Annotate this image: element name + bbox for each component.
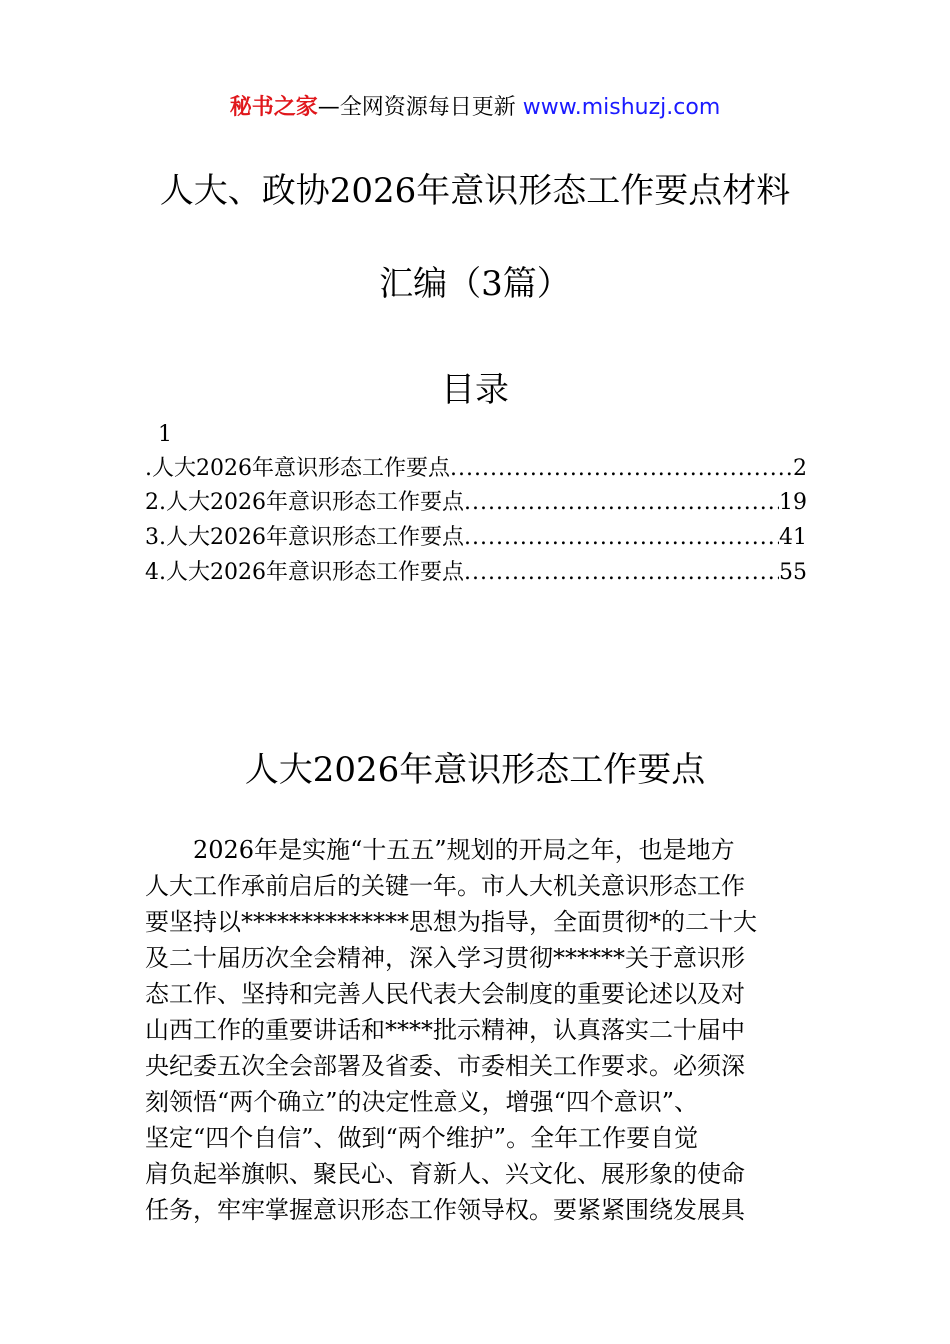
body-line: 2026年是实施“十五五”规划的开局之年，也是地方 xyxy=(193,836,735,864)
toc-entry-label: 4.人大2026年意识形态工作要点 xyxy=(145,560,464,585)
toc-entry-page: 2 xyxy=(793,456,807,481)
body-line: 肩负起举旗帜、聚民心、育新人、兴文化、展形象的使命 xyxy=(145,1160,745,1188)
body-line: 刻领悟“两个确立”的决定性意义，增强“四个意识”、 xyxy=(145,1088,699,1116)
toc-entry-1[interactable] xyxy=(145,452,807,486)
brand-name: 秘书之家 xyxy=(229,95,318,120)
toc-leader-dots xyxy=(464,556,779,590)
toc-leader-dots xyxy=(450,452,793,486)
body-line: 人大工作承前启后的关键一年。市人大机关意识形态工作 xyxy=(145,872,745,900)
toc-first-number: 1 xyxy=(158,422,172,447)
site-header xyxy=(0,90,950,121)
body-line: 坚定“四个自信”、做到“两个维护”。全年工作要自觉 xyxy=(145,1124,699,1152)
toc-entry-page: 19 xyxy=(779,490,807,515)
section-title: 人大2026年意识形态工作要点 xyxy=(244,750,706,790)
body-line: 及二十届历次全会精神，深入学习贯彻******关于意识形 xyxy=(145,944,745,972)
toc-entry-page: 41 xyxy=(779,525,807,550)
toc-leader-dots xyxy=(464,521,779,555)
toc-entry-page: 55 xyxy=(779,560,807,585)
toc-entry-label: 3.人大2026年意识形态工作要点 xyxy=(145,525,464,550)
document-title-line-2: 汇编（3篇） xyxy=(379,264,571,304)
toc-entry-4[interactable] xyxy=(145,556,807,590)
body-line: 山西工作的重要讲话和****批示精神，认真落实二十届中 xyxy=(145,1016,745,1044)
body-paragraph xyxy=(145,832,807,1228)
toc-entry-label: .人大2026年意识形态工作要点 xyxy=(145,456,450,481)
toc-entry-3[interactable] xyxy=(145,521,807,555)
document-title-line-1: 人大、政协2026年意识形态工作要点材料 xyxy=(159,171,791,211)
toc-entry-2[interactable] xyxy=(145,486,807,520)
header-slogan: 全网资源每日更新 xyxy=(339,95,516,120)
toc-entry-label: 2.人大2026年意识形态工作要点 xyxy=(145,490,464,515)
toc-heading: 目录 xyxy=(441,370,509,410)
body-line: 要坚持以**************思想为指导，全面贯彻*的二十大 xyxy=(145,908,757,936)
body-line: 任务，牢牢掌握意识形态工作领导权。要紧紧围绕发展具 xyxy=(145,1196,745,1224)
header-dash: — xyxy=(317,95,340,120)
body-line: 态工作、坚持和完善人民代表大会制度的重要论述以及对 xyxy=(145,980,745,1008)
body-line: 央纪委五次全会部署及省委、市委相关工作要求。必须深 xyxy=(145,1052,745,1080)
toc-leader-dots xyxy=(464,486,779,520)
site-url-link[interactable]: www.mishuzj.com xyxy=(522,95,721,120)
